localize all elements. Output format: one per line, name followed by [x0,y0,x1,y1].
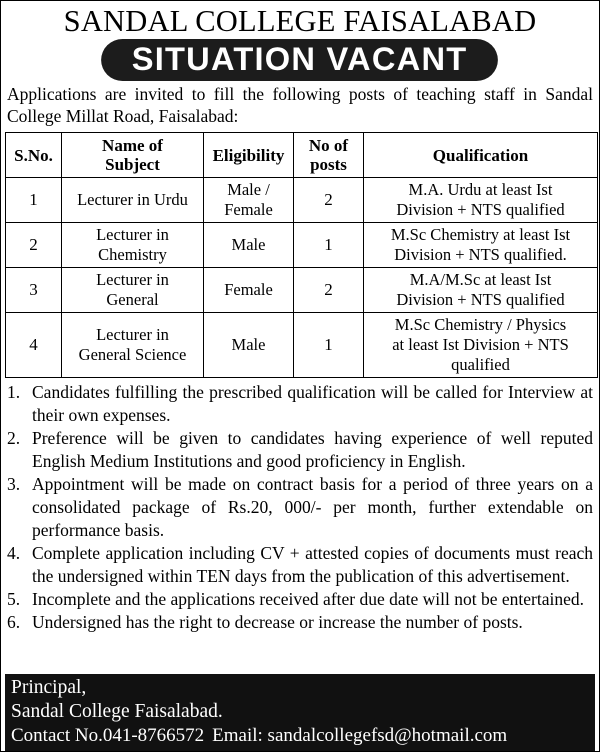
footer-principal-line: Principal, [11,677,87,698]
cell-subject-line2: Chemistry [98,245,167,264]
cell-qualification-line1: M.A. Urdu at least Ist [408,180,553,199]
list-item [7,427,593,473]
list-item-text: Preference will be given to candidates having experience of well reputed English Medium Institutions and good proficiency in English. [32,428,593,471]
list-item-number: 1. [7,382,21,402]
col-header-qualification: Qualification [364,133,598,178]
list-item [7,588,593,611]
col-header-posts-line2: posts [310,155,347,174]
col-header-sno: S.No. [6,133,62,178]
col-header-eligibility: Eligibility [204,133,294,178]
list-item [7,473,593,542]
col-header-subject [62,133,204,178]
cell-sno: 1 [6,178,62,223]
list-item-number: 2. [7,428,21,448]
table-row [6,268,598,313]
cell-qualification-line1: M.Sc Chemistry at least Ist [390,225,571,244]
list-item-text: Incomplete and the applications received after due date will not be entertained. [32,589,584,609]
contact-email: Email: sandalcollegefsd@hotmail.com [212,725,508,746]
list-item [7,611,593,634]
col-header-posts-line1: No of [308,136,349,155]
footer-college-line: Sandal College Faisalabad. [11,701,223,722]
cell-subject [62,268,204,313]
col-header-posts [294,133,364,178]
cell-subject-line1: Lecturer in [96,225,169,244]
cell-sno: 3 [6,268,62,313]
cell-eligibility [204,178,294,223]
cell-eligibility-line1: Male / [227,180,270,199]
cell-sno: 2 [6,223,62,268]
list-item-text: Candidates fulfilling the prescribed qualification will be called for Interview at their own expenses. [32,382,593,425]
cell-qualification [364,313,598,378]
cell-subject [62,223,204,268]
contact-number: Contact No.041-8766572 [11,725,205,746]
footer-contact-line [11,724,589,748]
list-item-number: 3. [7,474,21,494]
cell-posts: 1 [294,313,364,378]
cell-subject-line1: Lecturer in [96,270,169,289]
conditions-list [5,381,595,634]
table-row [6,178,598,223]
list-item-number: 5. [7,589,21,609]
list-item [7,381,593,427]
list-item-number: 4. [7,543,21,563]
cell-eligibility-line2: Female [224,200,273,219]
col-header-subject-line2: Subject [105,155,160,174]
list-item-text: Complete application including CV + attested copies of documents must reach the undersigned within TEN days from the publication of this advertisement. [32,543,593,586]
cell-eligibility: Female [204,268,294,313]
cell-qualification-line2: Division + NTS qualified. [394,245,567,264]
list-item [7,542,593,588]
cell-posts: 2 [294,268,364,313]
col-header-subject-line1: Name of [102,136,163,155]
contact-footer [5,674,595,751]
posts-table [5,132,598,378]
list-item-text: Appointment will be made on contract basis for a period of three years on a consolidated package of Rs.20, 000/- per month, further extendable on performance basis. [32,474,593,540]
cell-subject-line2: General Science [78,345,187,364]
cell-qualification-line2: Division + NTS qualified [396,200,565,219]
table-row [6,313,598,378]
cell-posts: 2 [294,178,364,223]
cell-eligibility: Male [204,313,294,378]
cell-sno: 4 [6,313,62,378]
cell-qualification [364,268,598,313]
cell-subject-line2: General [106,290,159,309]
page-title: SANDAL COLLEGE FAISALABAD [63,4,537,38]
cell-subject [62,313,204,378]
cell-qualification-line3: qualified [451,355,510,374]
cell-subject-line1: Lecturer in Urdu [77,190,188,209]
cell-qualification [364,223,598,268]
cell-posts: 1 [294,223,364,268]
list-item-number: 6. [7,612,21,632]
cell-subject [62,178,204,223]
list-item-text: Undersigned has the right to decrease or increase the number of posts. [32,612,523,632]
cell-qualification [364,178,598,223]
cell-qualification-line2: at least Ist Division + NTS [392,335,569,354]
cell-qualification-line1: M.Sc Chemistry / Physics [394,315,567,334]
cell-eligibility: Male [204,223,294,268]
situation-vacant-banner [5,39,595,81]
table-header-row [6,133,598,178]
cell-qualification-line2: Division + NTS qualified [396,290,565,309]
banner-label: SITUATION VACANT [102,39,499,81]
intro-paragraph: Applications are invited to fill the following posts of teaching staff in Sandal College Millat Road, Faisalabad: [7,84,593,126]
table-row [6,223,598,268]
cell-subject-line1: Lecturer in [96,325,169,344]
cell-qualification-line1: M.A/M.Sc at least Ist [409,270,552,289]
